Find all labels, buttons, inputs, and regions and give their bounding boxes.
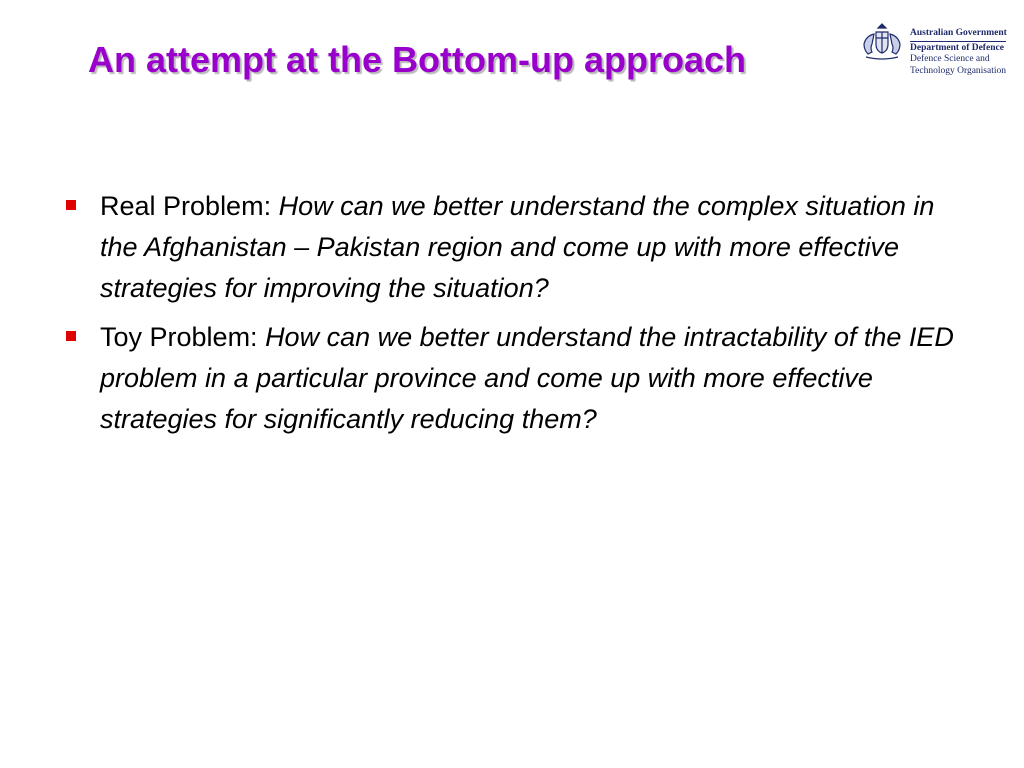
slide-title: An attempt at the Bottom-up approach xyxy=(88,39,746,80)
bullet-toy-problem xyxy=(62,317,972,440)
logo-line-government: Australian Government xyxy=(910,28,1007,38)
bullet-lead: Toy Problem: xyxy=(100,322,266,352)
bullet-real-problem xyxy=(62,186,972,309)
logo-divider xyxy=(910,41,1006,42)
logo-line-dsto-2: Technology Organisation xyxy=(910,65,1006,76)
defence-logo xyxy=(856,22,1016,82)
square-bullet-icon xyxy=(66,331,76,341)
bullet-question: How can we better understand the complex situation in the Afghanistan – Pakistan region and come up with more effective strategies for improving the situation? xyxy=(100,191,935,303)
bullet-list xyxy=(62,186,972,448)
logo-line-dsto-1: Defence Science and xyxy=(910,54,990,64)
bullet-question: How can we better understand the intractability of the IED problem in a particular province and come up with more effective strategies for significantly reducing them? xyxy=(100,322,954,434)
square-bullet-icon xyxy=(66,200,76,210)
bullet-lead: Real Problem: xyxy=(100,191,279,221)
logo-text xyxy=(910,28,1016,77)
logo-line-department: Department of Defence xyxy=(910,42,1004,53)
coat-of-arms-icon xyxy=(856,22,908,62)
